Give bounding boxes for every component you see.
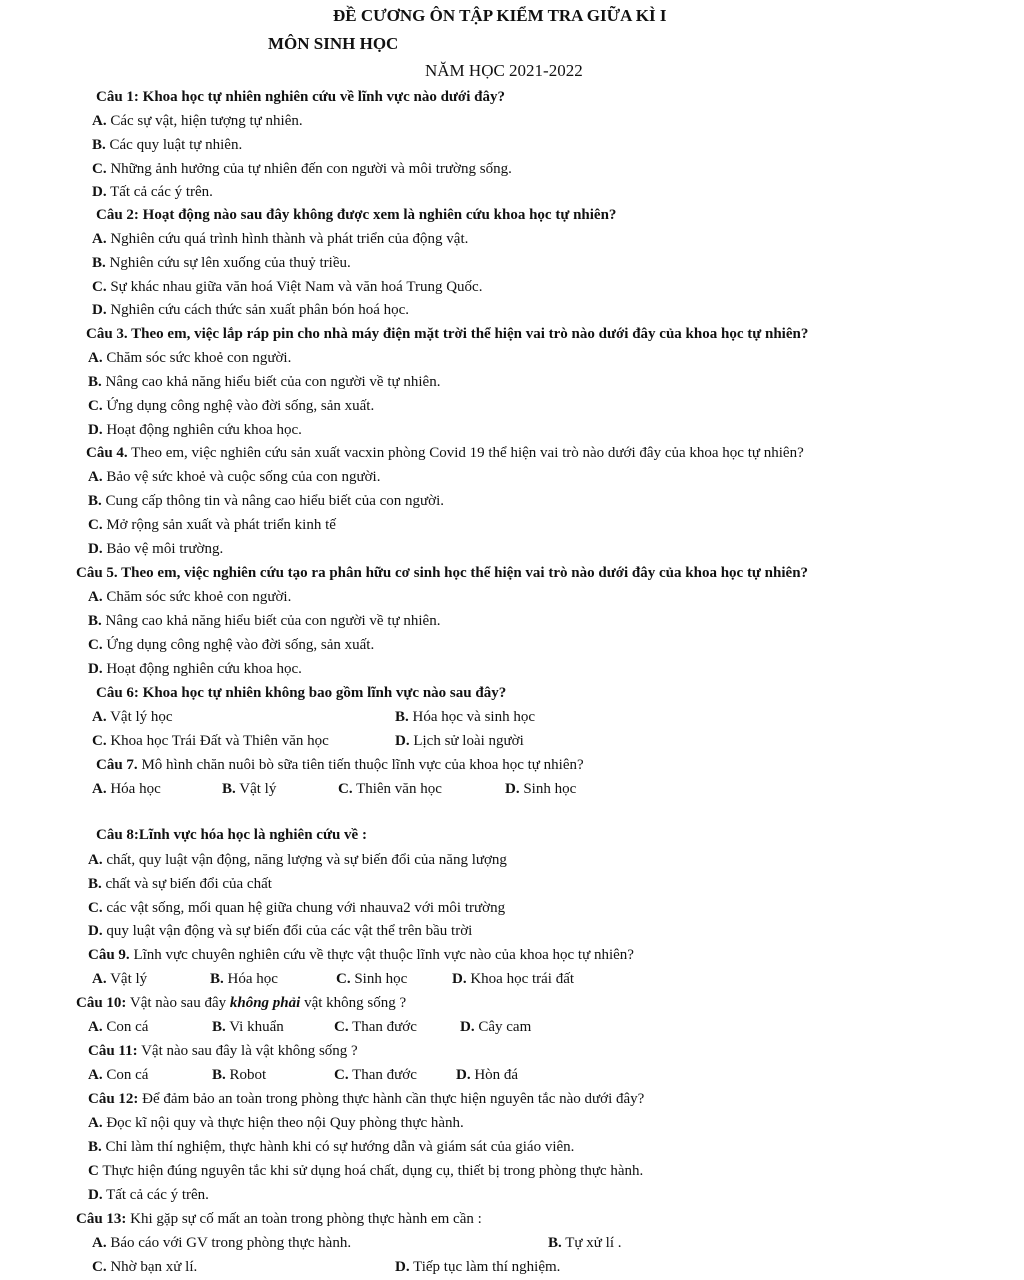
q6-b-text: Hóa học và sinh học <box>408 709 535 725</box>
q10-a-label: A. <box>88 1019 103 1035</box>
q4-a-label: A. <box>88 469 103 485</box>
q7-text: Mô hình chăn nuôi bò sữa tiên tiến thuộc lĩnh vực của khoa học tự nhiên? <box>137 757 584 773</box>
q12-c-text: Thực hiện đúng nguyên tắc khi sử dụng hoá chất, dụng cụ, thiết bị trong phòng thực hành. <box>98 1163 644 1179</box>
q1-option-d <box>92 183 213 201</box>
q13-option-d <box>395 1258 560 1276</box>
q10-option-c <box>334 1018 417 1036</box>
q12-option-c <box>88 1162 643 1180</box>
q7-option-d <box>505 780 576 798</box>
q3-number: Câu 3. <box>86 326 128 342</box>
q9-a-label: A. <box>92 971 107 987</box>
q2-d-text: Nghiên cứu cách thức sản xuất phân bón hoá học. <box>106 302 410 318</box>
q10-b-text: Vi khuẩn <box>225 1019 284 1035</box>
q7-option-a <box>92 780 161 798</box>
q4-text: Theo em, việc nghiên cứu sản xuất vacxin phòng Covid 19 thể hiện vai trò nào dưới đây của khoa học tự nhiên? <box>127 445 804 461</box>
q6-d-text: Lịch sử loài người <box>409 733 524 749</box>
q13-b-text: Tự xử lí . <box>561 1235 622 1251</box>
q12-option-b <box>88 1138 574 1156</box>
q3-d-label: D. <box>88 422 103 438</box>
q9-d-text: Khoa học trái đất <box>466 971 575 987</box>
q11-option-a <box>88 1066 148 1084</box>
q11-option-b <box>212 1066 266 1084</box>
q9-c-label: C. <box>336 971 351 987</box>
q9-d-label: D. <box>452 971 467 987</box>
q13-d-label: D. <box>395 1259 410 1275</box>
q13-option-b <box>548 1234 622 1252</box>
q10-b-label: B. <box>212 1019 226 1035</box>
q10-option-b <box>212 1018 284 1036</box>
q10-d-text: Cây cam <box>474 1019 532 1035</box>
q4-c-text: Mở rộng sản xuất và phát triển kinh tế <box>102 517 336 533</box>
q6-option-a <box>92 708 173 726</box>
q8-option-c <box>88 899 505 917</box>
q3-c-text: Ứng dụng công nghệ vào đời sống, sản xuất. <box>102 398 375 414</box>
q5-option-c <box>88 636 374 654</box>
q12-b-text: Chỉ làm thí nghiệm, thực hành khi có sự hướng dẫn và giám sát của giáo viên. <box>101 1139 575 1155</box>
q7-option-c <box>338 780 442 798</box>
q13-option-c <box>92 1258 197 1276</box>
q1-number: Câu 1: <box>96 89 139 105</box>
doc-title: ĐỀ CƯƠNG ÔN TẬP KIỂM TRA GIỮA KÌ I <box>333 6 667 25</box>
q6-c-text: Khoa học Trái Đất và Thiên văn học <box>106 733 329 749</box>
question-6 <box>96 684 506 702</box>
q6-a-label: A. <box>92 709 107 725</box>
q3-option-c <box>88 397 374 415</box>
q13-option-a <box>92 1234 351 1252</box>
q4-c-label: C. <box>88 517 103 533</box>
q2-b-text: Nghiên cứu sự lên xuống của thuỷ triều. <box>105 255 351 271</box>
q11-c-label: C. <box>334 1067 349 1083</box>
q5-text: Theo em, việc nghiên cứu tạo ra phân hữu cơ sinh học thể hiện vai trò nào dưới đây của khoa học tự nhiên? <box>117 565 809 581</box>
q12-number: Câu 12: <box>88 1091 139 1107</box>
question-8 <box>96 826 367 844</box>
q12-c-label: C <box>88 1163 99 1179</box>
q4-d-text: Bảo vệ môi trường. <box>102 541 224 557</box>
q6-option-c <box>92 732 329 750</box>
q2-b-label: B. <box>92 255 106 271</box>
q1-c-text: Những ảnh hưởng của tự nhiên đến con người và môi trường sống. <box>106 161 512 177</box>
q1-b-label: B. <box>92 137 106 153</box>
q5-a-text: Chăm sóc sức khoẻ con người. <box>102 589 292 605</box>
q11-a-text: Con cá <box>102 1067 149 1083</box>
q6-text-bold: Khoa học tự nhiên <box>138 685 262 701</box>
q12-option-a <box>88 1114 464 1132</box>
q5-option-a <box>88 588 291 606</box>
q6-text: không bao gồm lĩnh vực nào sau đây? <box>261 685 507 701</box>
q8-text: Lĩnh vực hóa học là nghiên cứu về : <box>138 827 367 843</box>
question-10 <box>76 994 406 1012</box>
q3-b-text: Nâng cao khả năng hiểu biết của con người về tự nhiên. <box>101 374 441 390</box>
doc-year: NĂM HỌC 2021-2022 <box>425 61 583 80</box>
q6-a-text: Vật lý học <box>106 709 173 725</box>
question-9 <box>88 946 634 964</box>
q5-d-label: D. <box>88 661 103 677</box>
q1-a-text: Các sự vật, hiện tượng tự nhiên. <box>106 113 303 129</box>
q9-number: Câu 9. <box>88 947 130 963</box>
q5-d-text: Hoạt động nghiên cứu khoa học. <box>102 661 302 677</box>
q9-b-label: B. <box>210 971 224 987</box>
q4-number: Câu 4. <box>86 445 128 461</box>
q12-b-label: B. <box>88 1139 102 1155</box>
q8-a-label: A. <box>88 852 103 868</box>
q5-c-text: Ứng dụng công nghệ vào đời sống, sản xuất. <box>102 637 375 653</box>
q8-d-text: quy luật vận động và sự biến đổi của các vật thể trên bầu trời <box>102 923 473 939</box>
q2-a-label: A. <box>92 231 107 247</box>
q13-c-label: C. <box>92 1259 107 1275</box>
q4-option-c <box>88 516 336 534</box>
q8-option-b <box>88 875 272 893</box>
q1-option-a <box>92 112 303 130</box>
q12-d-text: Tất cả các ý trên. <box>102 1187 209 1203</box>
q3-b-label: B. <box>88 374 102 390</box>
q3-c-label: C. <box>88 398 103 414</box>
q2-number: Câu 2: <box>96 207 139 223</box>
q8-option-d <box>88 922 472 940</box>
q5-option-b <box>88 612 440 630</box>
q11-c-text: Than đước <box>348 1067 417 1083</box>
q1-d-text: Tất cả các ý trên. <box>106 184 213 200</box>
q5-b-text: Nâng cao khả năng hiểu biết của con người về tự nhiên. <box>101 613 441 629</box>
q7-b-label: B. <box>222 781 236 797</box>
question-11 <box>88 1042 358 1060</box>
q4-d-label: D. <box>88 541 103 557</box>
q1-option-b <box>92 136 242 154</box>
q8-b-text: chất và sự biến đổi của chất <box>101 876 272 892</box>
q10-option-d <box>460 1018 531 1036</box>
q12-a-label: A. <box>88 1115 103 1131</box>
q2-text: Hoạt động nào sau đây không được xem là nghiên cứu khoa học tự nhiên? <box>138 207 617 223</box>
q2-option-d <box>92 301 409 319</box>
q7-d-text: Sinh học <box>519 781 577 797</box>
q4-b-text: Cung cấp thông tin và nâng cao hiểu biết của con người. <box>101 493 444 509</box>
q12-a-text: Đọc kĩ nội quy và thực hiện theo nội Quy phòng thực hành. <box>102 1115 464 1131</box>
q5-option-d <box>88 660 302 678</box>
q7-number: Câu 7. <box>96 757 138 773</box>
q3-option-a <box>88 349 291 367</box>
q3-text: Theo em, việc lắp ráp pin cho nhà máy điện mặt trời thể hiện vai trò nào dưới đây của khoa học tự nhiên? <box>127 326 809 342</box>
q11-text: Vật nào sau đây là vật không sống ? <box>137 1043 358 1059</box>
q1-option-c <box>92 160 512 178</box>
q4-b-label: B. <box>88 493 102 509</box>
q10-c-label: C. <box>334 1019 349 1035</box>
question-7 <box>96 756 584 774</box>
q12-option-d <box>88 1186 209 1204</box>
q13-a-text: Báo cáo với GV trong phòng thực hành. <box>106 1235 352 1251</box>
q7-a-text: Hóa học <box>106 781 161 797</box>
q2-c-text: Sự khác nhau giữa văn hoá Việt Nam và văn hoá Trung Quốc. <box>106 279 483 295</box>
q11-b-label: B. <box>212 1067 226 1083</box>
q8-a-text: chất, quy luật vận động, năng lượng và sự biến đổi của năng lượng <box>102 852 507 868</box>
q11-d-text: Hòn đá <box>470 1067 519 1083</box>
q5-a-label: A. <box>88 589 103 605</box>
q5-number: Câu 5. <box>76 565 118 581</box>
q11-d-label: D. <box>456 1067 471 1083</box>
q10-d-label: D. <box>460 1019 475 1035</box>
q10-emphasis: không phải <box>229 995 301 1011</box>
q8-number: Câu 8: <box>96 827 139 843</box>
q9-option-b <box>210 970 278 988</box>
q7-d-label: D. <box>505 781 520 797</box>
q11-option-d <box>456 1066 518 1084</box>
q7-b-text: Vật lý <box>235 781 277 797</box>
q2-option-c <box>92 278 482 296</box>
q5-c-label: C. <box>88 637 103 653</box>
q6-d-label: D. <box>395 733 410 749</box>
q10-c-text: Than đước <box>348 1019 417 1035</box>
q3-option-d <box>88 421 302 439</box>
q11-option-c <box>334 1066 417 1084</box>
q4-a-text: Bảo vệ sức khoẻ và cuộc sống của con người. <box>102 469 381 485</box>
q4-option-a <box>88 468 380 486</box>
question-12 <box>88 1090 644 1108</box>
q12-d-label: D. <box>88 1187 103 1203</box>
q11-b-text: Robot <box>225 1067 267 1083</box>
q9-option-a <box>92 970 147 988</box>
q13-a-label: A. <box>92 1235 107 1251</box>
q9-b-text: Hóa học <box>223 971 278 987</box>
q10-text-2: vật không sống ? <box>300 995 407 1011</box>
question-4 <box>86 444 804 462</box>
q10-number: Câu 10: <box>76 995 127 1011</box>
q4-option-b <box>88 492 444 510</box>
q11-number: Câu 11: <box>88 1043 138 1059</box>
q3-a-text: Chăm sóc sức khoẻ con người. <box>102 350 292 366</box>
q1-c-label: C. <box>92 161 107 177</box>
q8-option-a <box>88 851 507 869</box>
q9-text: Lĩnh vực chuyên nghiên cứu về thực vật thuộc lĩnh vực nào của khoa học tự nhiên? <box>129 947 634 963</box>
q6-option-d <box>395 732 524 750</box>
q11-a-label: A. <box>88 1067 103 1083</box>
q3-option-b <box>88 373 440 391</box>
q13-number: Câu 13: <box>76 1211 127 1227</box>
q1-b-text: Các quy luật tự nhiên. <box>105 137 243 153</box>
question-2 <box>96 206 616 224</box>
q2-c-label: C. <box>92 279 107 295</box>
q8-b-label: B. <box>88 876 102 892</box>
q7-a-label: A. <box>92 781 107 797</box>
q6-number: Câu 6: <box>96 685 139 701</box>
q13-c-text: Nhờ bạn xử lí. <box>106 1259 198 1275</box>
question-1 <box>96 88 505 106</box>
q12-text: Để đảm bảo an toàn trong phòng thực hành cần thực hiện nguyên tắc nào dưới đây? <box>138 1091 645 1107</box>
q3-a-label: A. <box>88 350 103 366</box>
q9-c-text: Sinh học <box>350 971 408 987</box>
q10-option-a <box>88 1018 148 1036</box>
q13-d-text: Tiếp tục làm thí nghiệm. <box>409 1259 561 1275</box>
question-3 <box>86 325 808 343</box>
q13-b-label: B. <box>548 1235 562 1251</box>
q1-d-label: D. <box>92 184 107 200</box>
q8-d-label: D. <box>88 923 103 939</box>
q3-d-text: Hoạt động nghiên cứu khoa học. <box>102 422 302 438</box>
doc-subject: MÔN SINH HỌC <box>268 34 399 53</box>
q7-c-text: Thiên văn học <box>352 781 442 797</box>
question-5 <box>76 564 808 582</box>
question-13 <box>76 1210 482 1228</box>
q10-text: Vật nào sau đây <box>126 995 230 1011</box>
q7-c-label: C. <box>338 781 353 797</box>
q1-a-label: A. <box>92 113 107 129</box>
q9-option-c <box>336 970 407 988</box>
q4-option-d <box>88 540 223 558</box>
q2-d-label: D. <box>92 302 107 318</box>
q9-option-d <box>452 970 574 988</box>
q2-option-b <box>92 254 351 272</box>
q2-a-text: Nghiên cứu quá trình hình thành và phát triển của động vật. <box>106 231 469 247</box>
q6-b-label: B. <box>395 709 409 725</box>
q1-text: Khoa học tự nhiên nghiên cứu về lĩnh vực nào dưới đây? <box>138 89 505 105</box>
q13-text: Khi gặp sự cố mất an toàn trong phòng thực hành em cần : <box>126 1211 482 1227</box>
q6-c-label: C. <box>92 733 107 749</box>
q10-a-text: Con cá <box>102 1019 149 1035</box>
q8-c-text: các vật sống, mối quan hệ giữa chung với nhauva2 với môi trường <box>102 900 506 916</box>
q6-option-b <box>395 708 535 726</box>
q9-a-text: Vật lý <box>106 971 148 987</box>
q5-b-label: B. <box>88 613 102 629</box>
q8-c-label: C. <box>88 900 103 916</box>
q2-option-a <box>92 230 468 248</box>
q7-option-b <box>222 780 276 798</box>
